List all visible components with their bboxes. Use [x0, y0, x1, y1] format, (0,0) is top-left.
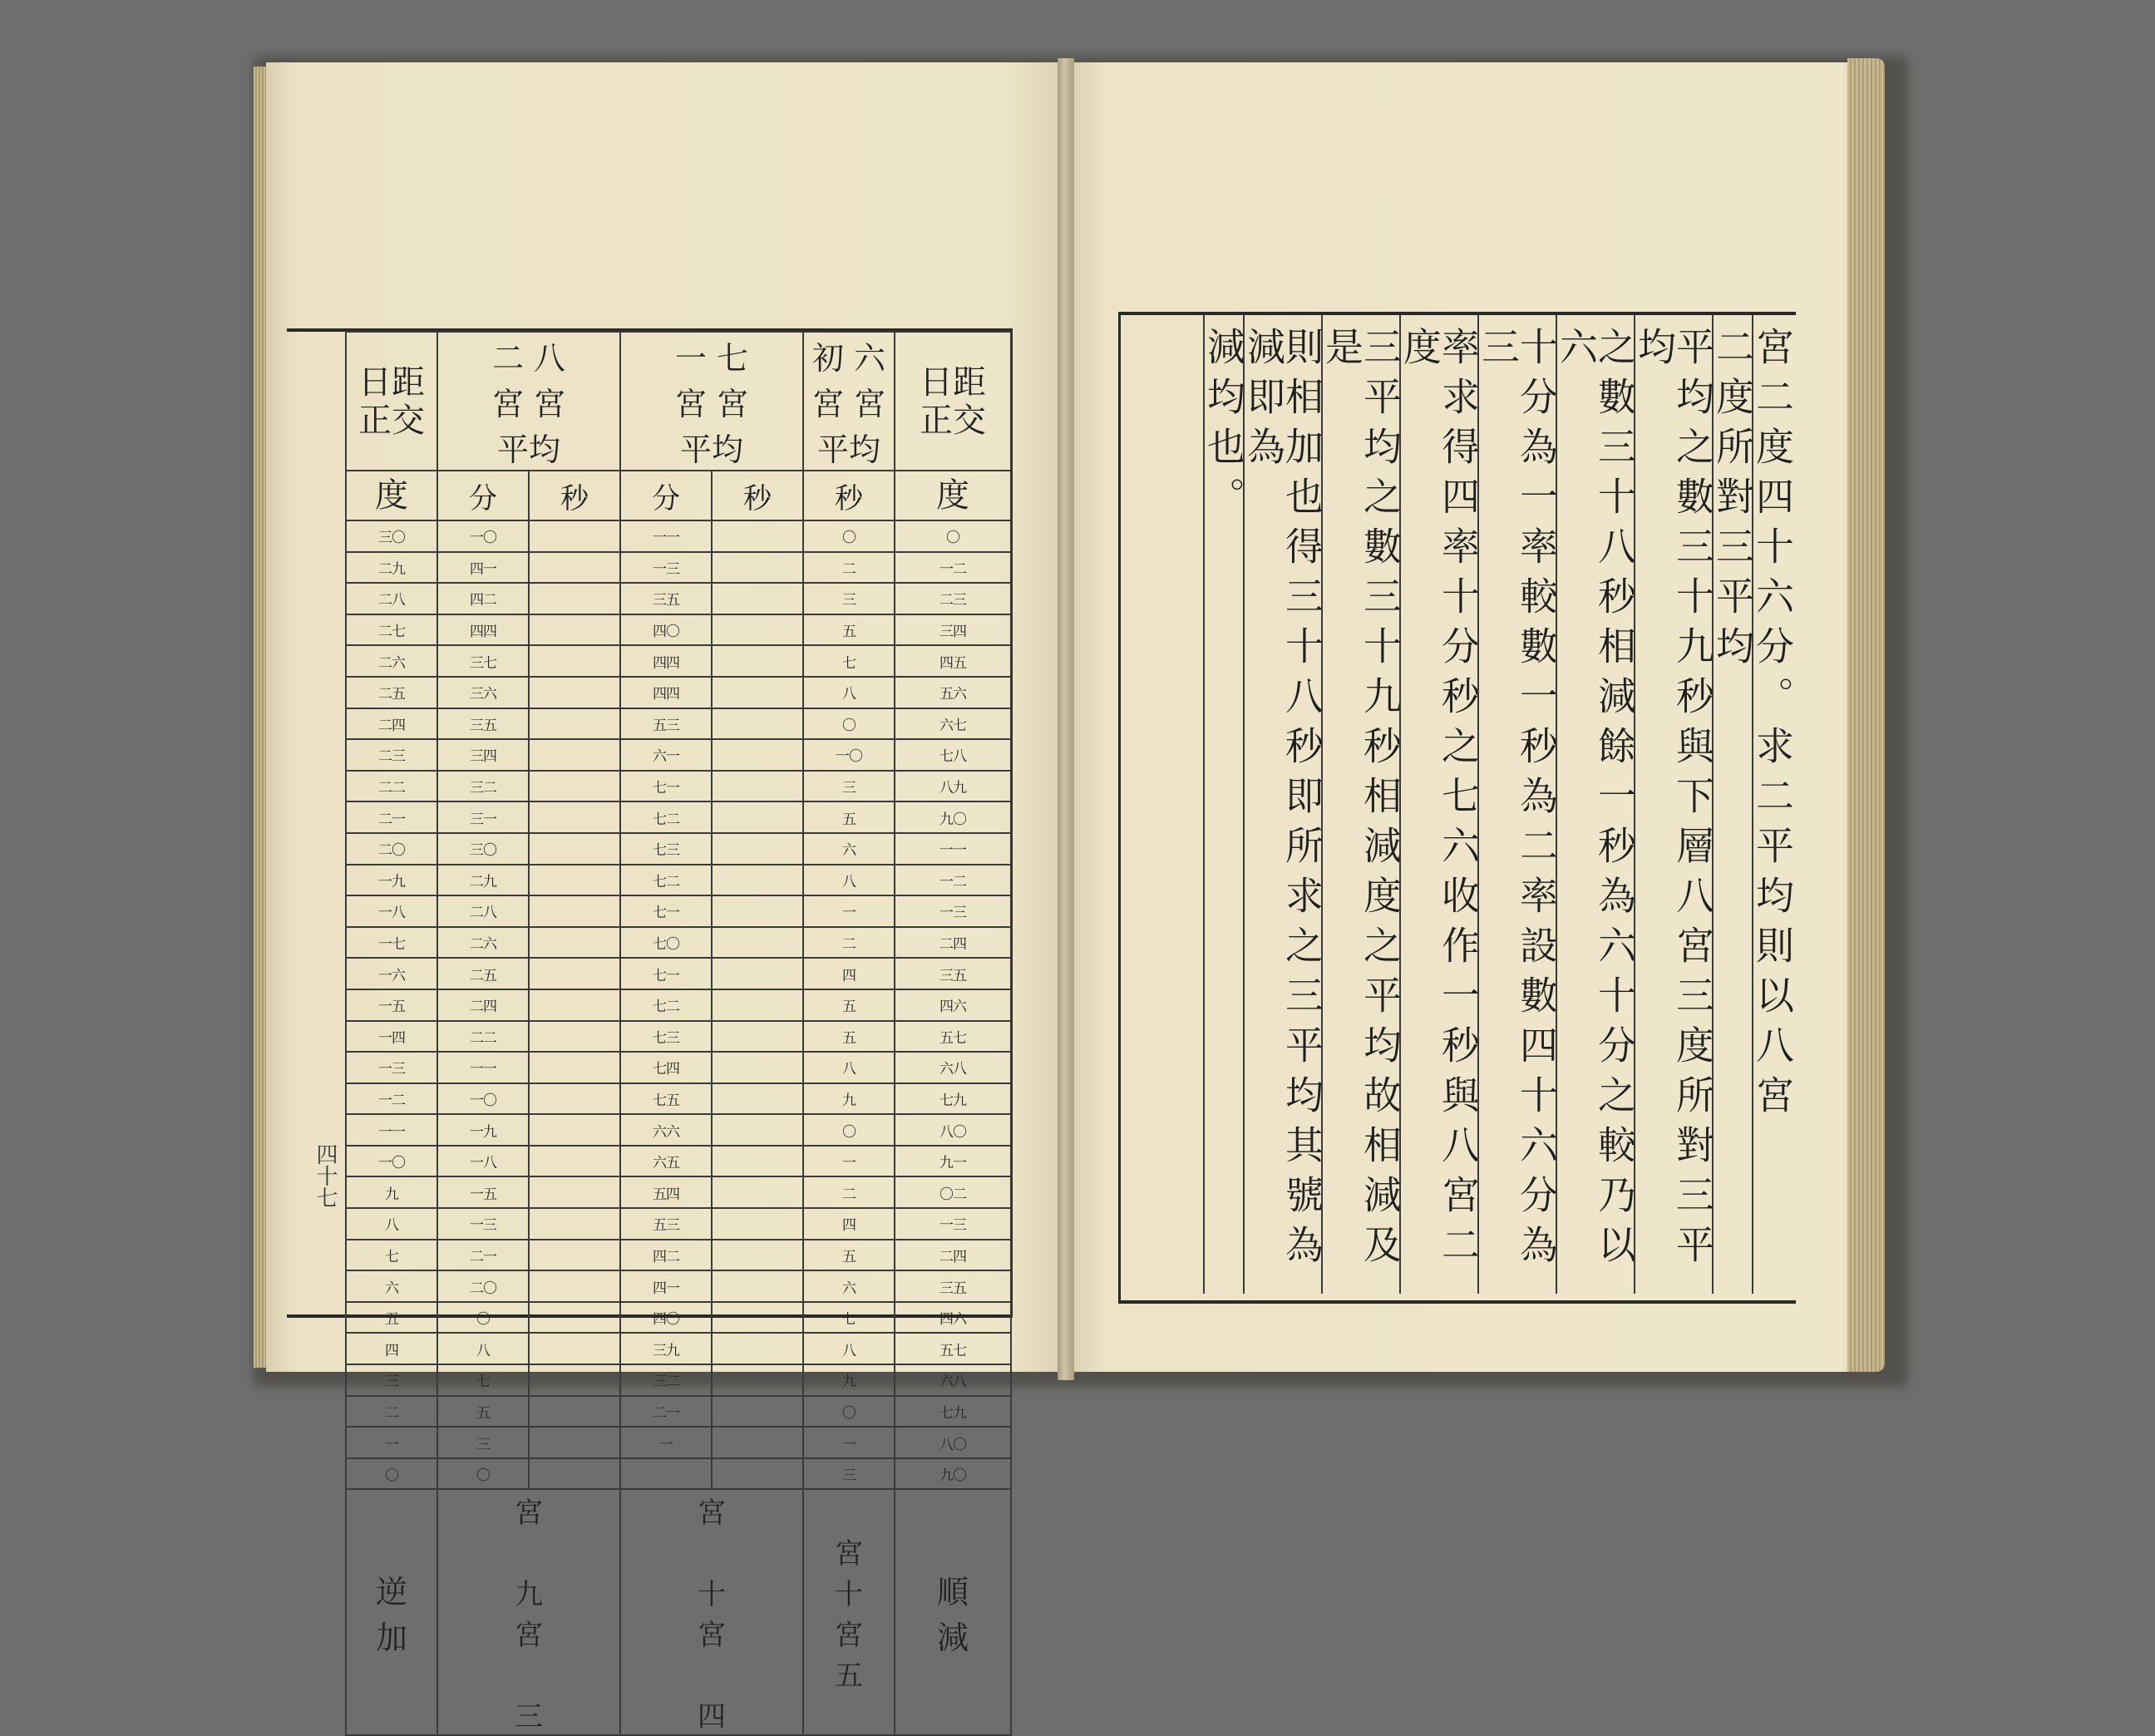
- table-cell: 二四: [346, 708, 437, 740]
- table-cell: [712, 739, 803, 771]
- table-cell: 九〇: [895, 1458, 1011, 1490]
- table-cell: 二五: [437, 958, 529, 989]
- table-row: [346, 614, 1011, 646]
- table-cell: 三四: [895, 614, 1011, 646]
- table-cell: 一八: [346, 895, 437, 927]
- table-cell: 三: [437, 1427, 529, 1458]
- table-cell: 一三: [895, 1208, 1011, 1240]
- table-cell: 三: [346, 1364, 437, 1396]
- table-row: [346, 520, 1011, 552]
- table-cell: 三六: [437, 677, 529, 708]
- header-group-1-7: 一 七 宮 宮 平均: [620, 332, 803, 471]
- table-cell: 三五: [437, 708, 529, 740]
- table-cell: 九: [346, 1176, 437, 1208]
- table-cell: 二: [346, 1396, 437, 1428]
- table-cell: [529, 677, 620, 708]
- table-cell: [529, 739, 620, 771]
- table-cell: 四六: [895, 989, 1011, 1021]
- table-cell: 七九: [895, 1396, 1011, 1428]
- table-cell: [712, 1270, 803, 1302]
- table-cell: [712, 865, 803, 896]
- table-cell: 四五: [895, 645, 1011, 677]
- table-cell: 五: [803, 989, 895, 1021]
- table-cell: 七: [437, 1364, 529, 1396]
- table-cell: [529, 1427, 620, 1458]
- table-cell: 七三: [620, 1021, 712, 1053]
- table-cell: 七八: [895, 739, 1011, 771]
- table-row: [346, 1176, 1011, 1208]
- table-cell: 八九: [895, 771, 1011, 802]
- table-cell: 七: [803, 1302, 895, 1334]
- table-cell: [712, 645, 803, 677]
- table-row: [346, 771, 1011, 802]
- table-row: [346, 1240, 1011, 1271]
- table-cell: 七九: [895, 1083, 1011, 1115]
- table-cell: 一〇: [437, 1083, 529, 1115]
- table-cell: 〇: [803, 1396, 895, 1428]
- table-row: [346, 1364, 1011, 1396]
- table-cell: [529, 1083, 620, 1115]
- table-cell: [529, 1458, 620, 1490]
- text-column: 三平均之數三十九秒相減度之平均故相減及是: [1321, 315, 1399, 1294]
- table-row: [346, 958, 1011, 989]
- table-cell: [529, 771, 620, 802]
- table-cell: [712, 1396, 803, 1428]
- table-cell: [712, 1021, 803, 1053]
- table-cell: [712, 1146, 803, 1177]
- table-cell: 一〇: [803, 739, 895, 771]
- table-row: [346, 1208, 1011, 1240]
- table-cell: 一一: [620, 520, 712, 552]
- table-cell: 二一: [620, 1396, 712, 1428]
- table-cell: 〇: [803, 520, 895, 552]
- empty-column: [1122, 315, 1149, 1294]
- text-column: 十分為一率較數一秒為二率設數四十六分為三: [1477, 315, 1556, 1294]
- table-cell: 一〇: [437, 520, 529, 552]
- table-cell: 四四: [437, 614, 529, 646]
- table-cell: 六八: [895, 1364, 1011, 1396]
- table-cell: 四: [803, 958, 895, 989]
- table-cell: 六五: [620, 1146, 712, 1177]
- header-group-2-8: 二 八 宮 宮 平均: [437, 332, 620, 471]
- table-cell: 一四: [346, 1021, 437, 1053]
- footer-right-label: 順 減: [895, 1489, 1011, 1735]
- table-cell: [712, 801, 803, 833]
- table-cell: 〇: [895, 520, 1011, 552]
- table-cell: 一三: [346, 1052, 437, 1083]
- table-cell: 五: [803, 1240, 895, 1271]
- table-cell: [712, 895, 803, 927]
- table-cell: [712, 927, 803, 959]
- text-column: 二度所對三平均: [1712, 315, 1752, 1294]
- table-cell: [529, 614, 620, 646]
- table-cell: 八〇: [895, 1114, 1011, 1146]
- table-cell: [529, 1021, 620, 1053]
- table-cell: 二〇: [437, 1270, 529, 1302]
- table-cell: 六六: [620, 1114, 712, 1146]
- table-cell: 二一: [346, 801, 437, 833]
- equation-table: [345, 331, 1012, 1736]
- table-cell: 六七: [895, 708, 1011, 740]
- table-cell: 五七: [895, 1021, 1011, 1053]
- table-cell: 一七: [346, 927, 437, 959]
- table-cell: 一八: [437, 1146, 529, 1177]
- table-cell: 二四: [437, 989, 529, 1021]
- table-cell: 三〇: [346, 520, 437, 552]
- table-cell: 二八: [437, 895, 529, 927]
- table-cell: [529, 1396, 620, 1428]
- table-cell: [529, 989, 620, 1021]
- table-cell: [529, 1176, 620, 1208]
- table-cell: 二: [803, 1176, 895, 1208]
- table-cell: 二三: [346, 739, 437, 771]
- table-cell: 〇: [437, 1302, 529, 1334]
- table-cell: [712, 614, 803, 646]
- table-cell: [529, 1302, 620, 1334]
- table-cell: 四一: [437, 552, 529, 584]
- table-cell: 三九: [620, 1333, 712, 1364]
- table-cell: 三: [803, 771, 895, 802]
- table-cell: 七: [803, 645, 895, 677]
- table-cell: 五: [803, 614, 895, 646]
- table-cell: 一六: [346, 958, 437, 989]
- table-cell: 二: [803, 552, 895, 584]
- subheader-fen: 分: [437, 471, 529, 520]
- table-cell: 一二: [346, 1083, 437, 1115]
- table-cell: [529, 1114, 620, 1146]
- table-cell: 一九: [437, 1114, 529, 1146]
- table-cell: 二二: [437, 1021, 529, 1053]
- table-header-row: [346, 332, 1011, 471]
- table-cell: 一: [803, 895, 895, 927]
- table-row: [346, 895, 1011, 927]
- table-cell: 七一: [620, 958, 712, 989]
- table-cell: 三二: [437, 771, 529, 802]
- table-cell: [712, 1114, 803, 1146]
- subheader-fen: 分: [620, 471, 712, 520]
- table-cell: [529, 1208, 620, 1240]
- table-cell: [529, 645, 620, 677]
- table-cell: 二: [803, 927, 895, 959]
- table-row: [346, 552, 1011, 584]
- table-cell: 六: [803, 1270, 895, 1302]
- table-row: [346, 1114, 1011, 1146]
- table-cell: 二四: [895, 927, 1011, 959]
- table-cell: 三〇: [437, 833, 529, 865]
- table-cell: [529, 1364, 620, 1396]
- table-cell: 八: [803, 1333, 895, 1364]
- header-group-0-6: 初 六 宮 宮 平均: [803, 332, 895, 471]
- table-cell: [712, 583, 803, 614]
- table-cell: [712, 1333, 803, 1364]
- empty-column: [1176, 315, 1203, 1294]
- table-cell: [712, 552, 803, 584]
- footer-group-10-4: 宮 十 宮 四: [620, 1489, 803, 1735]
- table-row: [346, 1396, 1011, 1428]
- table-subheader-row: [346, 471, 1011, 520]
- table-cell: 四二: [620, 1240, 712, 1271]
- table-cell: 八〇: [895, 1427, 1011, 1458]
- table-cell: [529, 583, 620, 614]
- table-cell: [712, 1427, 803, 1458]
- footer-group-11-5: 宮 十 宮 五: [803, 1489, 895, 1735]
- table-cell: 〇: [803, 708, 895, 740]
- table-cell: 一一: [895, 833, 1011, 865]
- table-cell: 一五: [437, 1176, 529, 1208]
- table-cell: 二三: [895, 583, 1011, 614]
- footer-group-9-3: 宮 九 宮 三: [437, 1489, 620, 1735]
- table-row: [346, 801, 1011, 833]
- table-cell: 一一: [346, 1114, 437, 1146]
- table-cell: 八: [803, 677, 895, 708]
- table-cell: 一: [803, 1146, 895, 1177]
- table-row: [346, 1458, 1011, 1490]
- table-cell: 一九: [346, 865, 437, 896]
- table-cell: [712, 1083, 803, 1115]
- table-cell: 五三: [620, 708, 712, 740]
- table-cell: 七三: [620, 833, 712, 865]
- table-cell: 一五: [346, 989, 437, 1021]
- table-row: [346, 833, 1011, 865]
- table-cell: 二九: [437, 865, 529, 896]
- table-cell: 三七: [437, 645, 529, 677]
- table-cell: [712, 1240, 803, 1271]
- table-cell: [620, 1458, 712, 1490]
- table-cell: 五四: [620, 1176, 712, 1208]
- table-cell: 一: [803, 1427, 895, 1458]
- table-cell: 七一: [620, 771, 712, 802]
- text-column: 宮二度四十六分。求二平均則以八宮: [1752, 315, 1792, 1294]
- subheader-miao: 秒: [712, 471, 803, 520]
- text-column: 減均也。: [1203, 315, 1243, 1294]
- table-cell: 一二: [895, 865, 1011, 896]
- table-cell: 八: [346, 1208, 437, 1240]
- table-cell: 四〇: [620, 1302, 712, 1334]
- table-cell: 八: [803, 1052, 895, 1083]
- table-footer-row: [346, 1489, 1011, 1735]
- table-row: [346, 583, 1011, 614]
- table-cell: 四二: [437, 583, 529, 614]
- table-cell: [712, 520, 803, 552]
- table-cell: 一一: [437, 1052, 529, 1083]
- table-row: [346, 1427, 1011, 1458]
- table-cell: 一三: [895, 895, 1011, 927]
- table-cell: 七〇: [620, 927, 712, 959]
- table-cell: [712, 958, 803, 989]
- book-gutter: [1058, 58, 1074, 1380]
- table-cell: 六一: [620, 739, 712, 771]
- table-cell: 〇: [437, 1458, 529, 1490]
- table-cell: 一: [346, 1427, 437, 1458]
- table-cell: 二五: [346, 677, 437, 708]
- table-cell: [529, 708, 620, 740]
- table-cell: 七一: [620, 895, 712, 927]
- right-page-edges: [1847, 58, 1885, 1372]
- table-cell: 二四: [895, 1240, 1011, 1271]
- table-cell: 八: [803, 865, 895, 896]
- table-cell: [712, 1176, 803, 1208]
- table-cell: [529, 1270, 620, 1302]
- table-cell: 四一: [620, 1270, 712, 1302]
- table-cell: 五: [803, 1021, 895, 1053]
- table-cell: 三一: [437, 801, 529, 833]
- table-cell: 四: [346, 1333, 437, 1364]
- table-cell: 二〇: [346, 833, 437, 865]
- table-cell: [529, 927, 620, 959]
- table-cell: 七: [346, 1240, 437, 1271]
- table-row: [346, 865, 1011, 896]
- table-cell: [712, 1302, 803, 1334]
- subheader-degree-right: 度: [895, 471, 1011, 520]
- empty-column: [1149, 315, 1176, 1294]
- text-column: 率求得四率十分秒之七六收作一秒與八宮二度: [1399, 315, 1477, 1294]
- table-row: [346, 1052, 1011, 1083]
- table-cell: [529, 1240, 620, 1271]
- table-cell: 五三: [620, 1208, 712, 1240]
- table-cell: [529, 958, 620, 989]
- table-row: [346, 1333, 1011, 1364]
- table-cell: 六: [346, 1270, 437, 1302]
- table-row: [346, 1021, 1011, 1053]
- table-cell: [529, 1146, 620, 1177]
- table-cell: 五七: [895, 1333, 1011, 1364]
- table-cell: [712, 1364, 803, 1396]
- table-cell: [712, 708, 803, 740]
- table-cell: [712, 1458, 803, 1490]
- table-cell: [529, 552, 620, 584]
- table-cell: 四: [803, 1208, 895, 1240]
- table-cell: [529, 895, 620, 927]
- table-cell: 二二: [346, 771, 437, 802]
- table-row: [346, 708, 1011, 740]
- table-cell: 一〇: [346, 1146, 437, 1177]
- table-cell: 二六: [437, 927, 529, 959]
- table-row: [346, 645, 1011, 677]
- table-row: [346, 677, 1011, 708]
- table-cell: [529, 865, 620, 896]
- table-cell: [712, 833, 803, 865]
- table-cell: 九: [803, 1364, 895, 1396]
- table-cell: 七二: [620, 989, 712, 1021]
- subheader-miao: 秒: [529, 471, 620, 520]
- subheader-degree-left: 度: [346, 471, 437, 520]
- table-cell: 三: [803, 1458, 895, 1490]
- table-cell: 九: [803, 1083, 895, 1115]
- table-cell: 七二: [620, 865, 712, 896]
- table-cell: [712, 677, 803, 708]
- table-cell: [529, 801, 620, 833]
- table-cell: 三四: [437, 739, 529, 771]
- table-cell: [712, 989, 803, 1021]
- header-left-degree: 日距 正交: [346, 332, 437, 471]
- table-cell: [712, 1052, 803, 1083]
- table-cell: 五: [803, 801, 895, 833]
- table-cell: 七五: [620, 1083, 712, 1115]
- table-row: [346, 1146, 1011, 1177]
- table-cell: [712, 771, 803, 802]
- table-cell: 二九: [346, 552, 437, 584]
- table-cell: 五: [437, 1396, 529, 1428]
- table-cell: 二七: [346, 614, 437, 646]
- table-row: [346, 739, 1011, 771]
- table-row: [346, 1302, 1011, 1334]
- table-cell: 四〇: [620, 614, 712, 646]
- subheader-miao: 秒: [803, 471, 895, 520]
- table-cell: 四四: [620, 677, 712, 708]
- table-cell: 二一: [437, 1240, 529, 1271]
- table-cell: 〇二: [895, 1176, 1011, 1208]
- table-row: [346, 989, 1011, 1021]
- header-right-degree: 日距 正交: [895, 332, 1011, 471]
- table-cell: 一三: [437, 1208, 529, 1240]
- table-cell: 二八: [346, 583, 437, 614]
- table-cell: 七二: [620, 801, 712, 833]
- table-cell: 五六: [895, 677, 1011, 708]
- table-cell: [712, 1208, 803, 1240]
- table-cell: 一二: [895, 552, 1011, 584]
- table-cell: [529, 520, 620, 552]
- footer-left-label: 逆 加: [346, 1489, 437, 1735]
- vertical-text-columns: [1122, 315, 1795, 1294]
- table-cell: 八: [437, 1333, 529, 1364]
- table-cell: [529, 1333, 620, 1364]
- text-column: 平均之數三十九秒與下層八宮三度所對三平均: [1634, 315, 1712, 1294]
- table-cell: 一三: [620, 552, 712, 584]
- table-cell: 一: [620, 1427, 712, 1458]
- table-cell: [529, 833, 620, 865]
- table-cell: 三五: [895, 1270, 1011, 1302]
- table-cell: 五: [346, 1302, 437, 1334]
- table-cell: 三二: [620, 1364, 712, 1396]
- text-column: 則相加也得三十八秒即所求之三平均其號為減即為: [1243, 315, 1321, 1294]
- table-row: [346, 927, 1011, 959]
- table-cell: 九一: [895, 1146, 1011, 1177]
- table-cell: 三五: [620, 583, 712, 614]
- text-column: 之數三十八秒相減餘一秒為六十分之較乃以六: [1556, 315, 1634, 1294]
- table-cell: 九〇: [895, 801, 1011, 833]
- table-cell: 六八: [895, 1052, 1011, 1083]
- table-cell: [529, 1052, 620, 1083]
- table-cell: 二六: [346, 645, 437, 677]
- table-cell: 〇: [346, 1458, 437, 1490]
- table-cell: 六: [803, 833, 895, 865]
- table-cell: 〇: [803, 1114, 895, 1146]
- table-cell: 三五: [895, 958, 1011, 989]
- table-cell: 四四: [620, 645, 712, 677]
- table-cell: 四六: [895, 1302, 1011, 1334]
- table-row: [346, 1083, 1011, 1115]
- table-row: [346, 1270, 1011, 1302]
- table-cell: 七四: [620, 1052, 712, 1083]
- table-cell: 三: [803, 583, 895, 614]
- page-number: 四十七: [313, 1143, 338, 1208]
